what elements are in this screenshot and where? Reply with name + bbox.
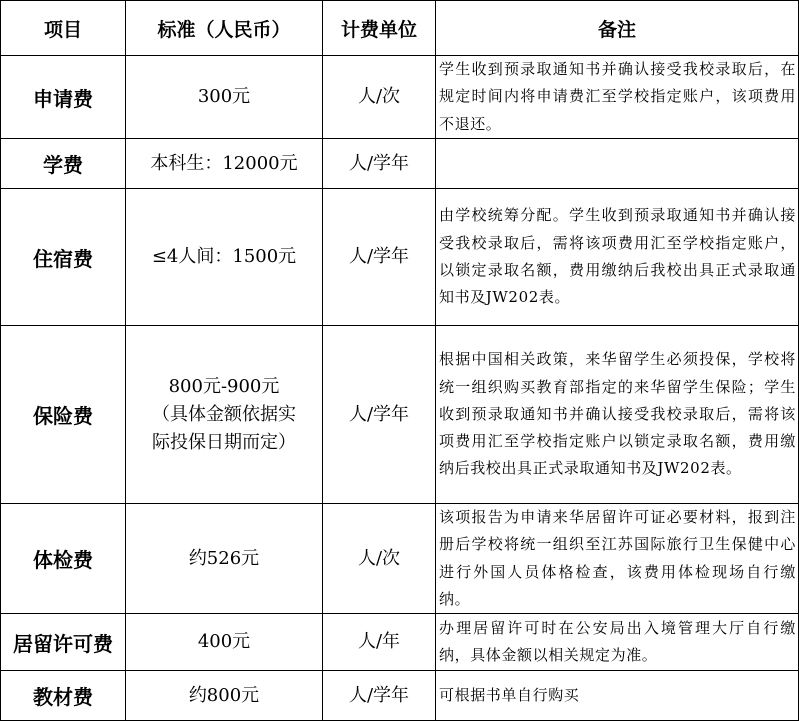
row-item: 体检费 bbox=[1, 504, 126, 614]
row-note: 由学校统筹分配。学生收到预录取通知书并确认接受我校录取后，需将该项费用汇至学校指定账户，以锁定录取名额，费用缴纳后我校出具正式录取通知书及JW202表。 bbox=[436, 189, 799, 326]
standard-line: 800元-900元 bbox=[168, 375, 280, 397]
row-unit: 人/学年 bbox=[323, 189, 436, 326]
standard-line: （具体金额依据实 bbox=[152, 403, 296, 425]
row-note: 办理居留许可时在公安局出入境管理大厅自行缴纳，具体金额以相关规定为准。 bbox=[436, 614, 799, 671]
row-unit: 人/次 bbox=[323, 504, 436, 614]
row-unit: 人/学年 bbox=[323, 671, 436, 721]
row-unit: 人/年 bbox=[323, 614, 436, 671]
row-item: 申请费 bbox=[1, 56, 126, 139]
row-note: 根据中国相关政策，来华留学生必须投保，学校将统一组织购买教育部指定的来华留学生保险；学生收到预录取通知书并确认接受我校录取后，需将该项费用汇至学校指定账户以锁定录取名额，费用缴纳后我校出具正式录取通知书及JW202表。 bbox=[436, 326, 799, 504]
row-item: 教材费 bbox=[1, 671, 126, 721]
header-unit: 计费单位 bbox=[323, 1, 436, 56]
row-standard bbox=[126, 56, 323, 139]
row-standard bbox=[126, 326, 323, 504]
table-row bbox=[1, 326, 799, 504]
row-item: 保险费 bbox=[1, 326, 126, 504]
standard-line: 本科生：12000元 bbox=[150, 152, 298, 174]
row-standard bbox=[126, 139, 323, 189]
standard-line: 400元 bbox=[197, 631, 251, 653]
table-row bbox=[1, 139, 799, 189]
table-row bbox=[1, 504, 799, 614]
row-item: 住宿费 bbox=[1, 189, 126, 326]
standard-line: 约526元 bbox=[188, 547, 260, 569]
standard-line: 300元 bbox=[197, 86, 251, 107]
row-unit: 人/学年 bbox=[323, 139, 436, 189]
row-standard bbox=[126, 189, 323, 326]
header-note: 备注 bbox=[436, 1, 799, 56]
table-row bbox=[1, 189, 799, 326]
header-standard: 标准（人民币） bbox=[126, 1, 323, 56]
row-note bbox=[436, 139, 799, 189]
row-standard bbox=[126, 504, 323, 614]
row-note: 学生收到预录取通知书并确认接受我校录取后，在规定时间内将申请费汇至学校指定账户，该项费用不退还。 bbox=[436, 56, 799, 139]
row-item: 居留许可费 bbox=[1, 614, 126, 671]
standard-line: 约800元 bbox=[188, 684, 260, 706]
row-standard bbox=[126, 614, 323, 671]
table-row bbox=[1, 56, 799, 139]
row-note: 可根据书单自行购买 bbox=[436, 671, 799, 721]
row-unit: 人/次 bbox=[323, 56, 436, 139]
table-row bbox=[1, 671, 799, 721]
header-row bbox=[1, 1, 799, 56]
header-item: 项目 bbox=[1, 1, 126, 56]
table-row bbox=[1, 614, 799, 671]
standard-line: ≤4人间：1500元 bbox=[151, 246, 297, 267]
row-unit: 人/学年 bbox=[323, 326, 436, 504]
row-note: 该项报告为申请来华居留许可证必要材料，报到注册后学校将统一组织至江苏国际旅行卫生保健中心进行外国人员体格检查，该费用体检现场自行缴纳。 bbox=[436, 504, 799, 614]
row-standard bbox=[126, 671, 323, 721]
row-item: 学费 bbox=[1, 139, 126, 189]
standard-line: 际投保日期而定） bbox=[152, 431, 296, 453]
